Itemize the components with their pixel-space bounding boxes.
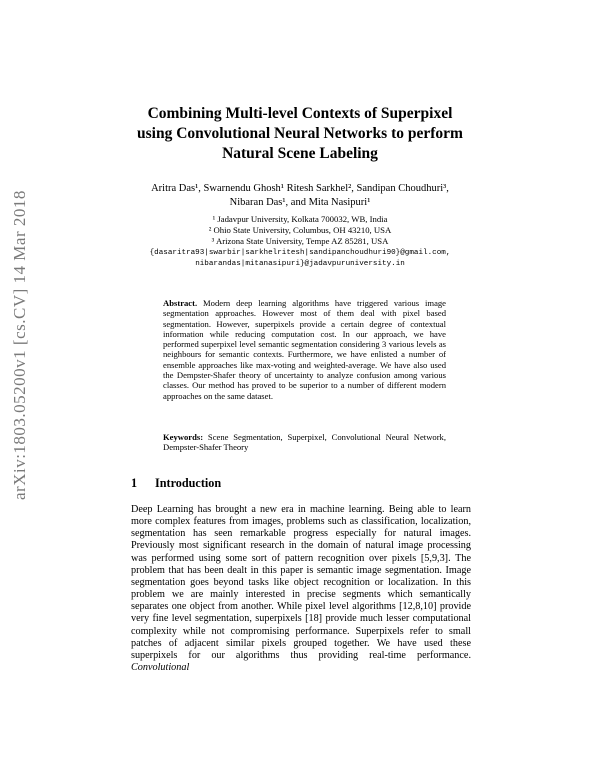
affiliations-block bbox=[140, 214, 460, 270]
introduction-paragraph bbox=[131, 504, 471, 674]
section-number: 1 bbox=[131, 476, 138, 490]
affiliation-line: ² Ohio State University, Columbus, OH 43210, USA bbox=[208, 225, 392, 236]
affiliation-line: ³ Arizona State University, Tempe AZ 85281, USA bbox=[211, 236, 389, 247]
author-list: Aritra Das¹, Swarnendu Ghosh¹ Ritesh Sarkhel², Sandipan Choudhuri³, Nibaran Das¹, and Mita Nasipuri¹ bbox=[151, 183, 449, 208]
keywords-label: Keywords: bbox=[163, 432, 204, 442]
section-heading bbox=[131, 476, 221, 491]
keywords-text: Scene Segmentation, Superpixel, Convolutional Neural Network, Dempster-Shafer Theory bbox=[163, 432, 446, 453]
abstract bbox=[163, 298, 446, 401]
section-title: Introduction bbox=[155, 476, 222, 490]
email-line: nibarandas|mitanasipuri}@jadavpuruniversity.in bbox=[195, 259, 405, 268]
paragraph-trailing-word: Convolutional bbox=[131, 662, 190, 674]
arxiv-identifier-stamp: arXiv:1803.05200v1 [cs.CV] 14 Mar 2018 bbox=[10, 190, 29, 500]
paper-title: Combining Multi-level Contexts of Superpixel using Convolutional Neural Networks to perform Natural Scene Labeling bbox=[137, 105, 463, 162]
affiliation-line: ¹ Jadavpur University, Kolkata 700032, WB, India bbox=[212, 214, 388, 224]
email-line: {dasaritra93|swarbir|sarkhelritesh|sandipanchoudhuri90}@gmail.com, bbox=[149, 248, 451, 257]
paragraph-text: Deep Learning has brought a new era in machine learning. Being able to learn more complex features from images, problems such as classification, localization, segmentation has seen remarkable progress especially for natural images. Previously most significant research in the domain of natural image processing was performed using some sort of pattern recognition over pixels [5,9,3]. The problem that has been dealt in this paper is semantic image segmentation. Image segmentation goes beyond tasks like object recognition or localization. In this problem we are mainly interested in precise segments which semantically separates one object from another. While pixel level algorithms [12,8,10] provide very fine level segmentation, superpixels [18] provide much lesser computational complexity while not compromising performance. Superpixels refer to small patches of adjacent similar pixels grouped together. We have used these superpixels for our algorithms thus providing real-time performance. bbox=[131, 504, 471, 661]
keywords bbox=[163, 432, 446, 453]
abstract-text: Modern deep learning algorithms have triggered various image segmentation approaches. However most of them deal with pixel based segmentation. However, superpixels provide a certain degree of contextual information while reducing computation cost. In our approach, we have performed superpixel level semantic segmentation considering 3 various levels as neighbours for semantic contexts. Furthermore, we have enlisted a number of ensemble approaches like max-voting and weighted-average. We have also used the Dempster-Shafer theory of uncertainty to analyze confusion among various classes. Our method has proved to be superior to a number of different modern approaches on the same dataset. bbox=[163, 298, 446, 401]
abstract-label: Abstract. bbox=[163, 298, 198, 308]
